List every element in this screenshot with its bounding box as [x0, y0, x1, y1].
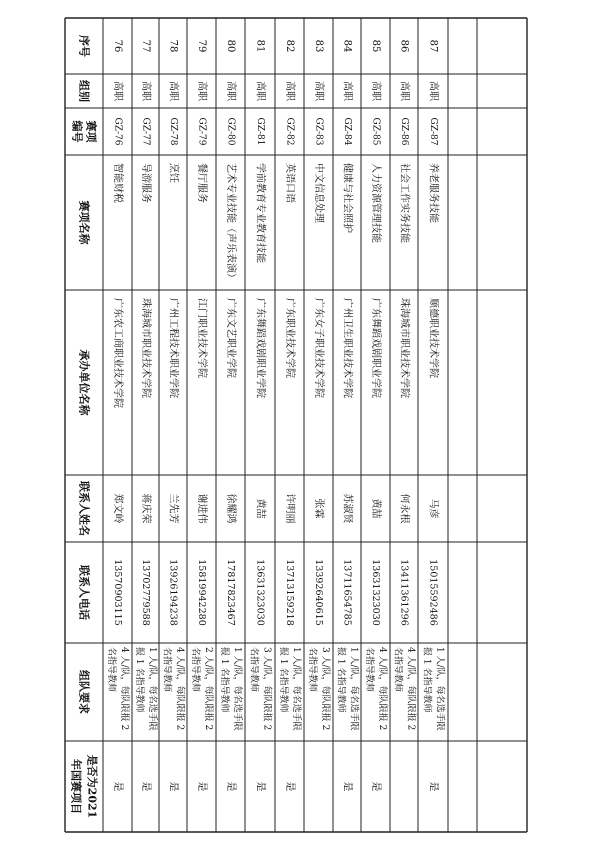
header-seq: 序号	[77, 35, 91, 57]
cell-contact: 谢进伟	[196, 493, 207, 524]
cell-national: 是	[370, 781, 381, 792]
cell-national: 是	[341, 781, 353, 792]
cell-phone: 13702779588	[140, 559, 151, 626]
cell-code: GZ-80	[225, 117, 236, 146]
cell-requirement-line1: 3 人/队，每队限报 2	[261, 647, 272, 731]
cell-requirement-line1: 3 人/队，每队限报 2	[320, 647, 330, 731]
cell-contact: 徐耀鸿	[225, 493, 236, 524]
cell-code: GZ-87	[428, 117, 438, 146]
cell-phone: 13631323030	[254, 559, 266, 626]
cell-event: 学前教育专业教育技能	[254, 163, 266, 263]
cell-code: GZ-83	[313, 117, 324, 146]
cell-code: GZ-77	[140, 117, 151, 146]
cell-seq: 76	[112, 39, 123, 53]
cell-seq: 82	[284, 39, 295, 53]
cell-host: 珠海城市职业技术学院	[140, 298, 151, 398]
header-code-line1: 赛项	[84, 120, 98, 143]
cell-group: 高职	[167, 81, 179, 101]
cell-host: 广东文艺职业学院	[225, 298, 236, 378]
cell-group: 高职	[284, 81, 295, 101]
cell-group: 高职	[112, 81, 123, 101]
cell-code: GZ-86	[399, 117, 409, 146]
cell-phone: 15819942280	[196, 559, 207, 626]
cell-phone: 13926194238	[167, 559, 179, 626]
cell-requirement-line1: 4 人/队，每队限报 2	[377, 647, 387, 731]
cell-requirement-line2: 名指导教师	[364, 647, 374, 693]
cell-requirement-line2: 名指导教师	[190, 647, 200, 693]
cell-event: 中文信息处理	[313, 163, 324, 223]
cell-seq: 78	[167, 39, 179, 53]
cell-requirement-line2: 报 1 名指导教师	[134, 647, 144, 713]
header-phone: 联系人电话	[77, 565, 91, 620]
header-requirement: 组队要求	[77, 670, 91, 714]
cell-host: 广东舞蹈戏剧职业学院	[254, 298, 266, 398]
cell-requirement-line1: 4 人/队，每队限报 2	[405, 647, 416, 731]
cell-host: 广东农工商职业技术学院	[112, 298, 123, 408]
cell-seq: 85	[370, 39, 381, 53]
cell-requirement-line2: 报 1 名指导教师	[278, 647, 288, 713]
cell-contact: 黄喆	[254, 498, 266, 519]
cell-phone: 13711654785	[341, 559, 353, 626]
cell-requirement-line2: 名指导教师	[392, 647, 403, 693]
cell-contact: 张霖	[313, 498, 324, 519]
header-national-line1: 是否为2021	[85, 754, 99, 819]
cell-requirement-line2: 名指导教师	[106, 647, 116, 693]
cell-phone: 15015592486	[427, 559, 439, 626]
cell-group: 高职	[313, 81, 324, 101]
cell-host: 广东职业技术学院	[284, 298, 295, 378]
cell-group: 高职	[370, 81, 381, 101]
cell-code: GZ-76	[112, 117, 123, 146]
cell-host: 广州工程技术职业学院	[167, 298, 179, 398]
header-code-line2: 编号	[70, 120, 84, 143]
cell-contact: 苏淑贤	[341, 493, 353, 524]
cell-host: 珠海城市职业技术学院	[398, 298, 410, 398]
header-national-line2: 年国赛项目	[69, 759, 83, 814]
cell-contact: 郑文岭	[112, 493, 123, 524]
cell-phone: 13713159218	[284, 559, 295, 626]
cell-seq: 86	[398, 39, 410, 53]
cell-host: 顺德职业技术学院	[427, 298, 439, 378]
cell-seq: 87	[427, 39, 439, 53]
cell-national: 是	[284, 781, 295, 792]
cell-contact: 何永根	[398, 493, 410, 524]
cell-event: 烹饪	[167, 163, 179, 183]
cell-phone: 13411361296	[398, 559, 410, 626]
cell-event: 英语口语	[284, 163, 295, 203]
cell-event: 人力资源管理技能	[370, 163, 381, 243]
cell-group: 高职	[398, 81, 410, 101]
cell-requirement-line1: 4 人/队，每队限报 2	[174, 647, 185, 731]
cell-code: GZ-85	[370, 117, 381, 146]
cell-requirement-line1: 2 人/队，每队限报 2	[203, 647, 213, 731]
cell-requirement-line2: 报 1 名指导教师	[335, 647, 346, 713]
cell-seq: 80	[225, 39, 236, 53]
header-host: 承办单位名称	[77, 349, 91, 416]
cell-event: 养老服务技能	[427, 163, 439, 223]
cell-contact: 马彦	[427, 498, 439, 519]
cell-requirement-line1: 1 人/队，每名选手限	[291, 647, 301, 731]
cell-national: 是	[254, 781, 266, 792]
cell-event: 导游服务	[140, 163, 151, 203]
cell-seq: 84	[341, 39, 353, 53]
cell-contact: 黄喆	[370, 498, 381, 519]
cell-event: 智能财税	[112, 163, 123, 203]
cell-requirement-line2: 报 1 名指导教师	[421, 647, 432, 713]
cell-requirement-line1: 4 人/队，每队限报 2	[119, 647, 129, 731]
cell-seq: 81	[254, 39, 266, 53]
cell-contact: 蒋庆荣	[140, 493, 151, 524]
cell-event: 健康与社会照护	[341, 163, 353, 233]
cell-national: 是	[140, 781, 151, 792]
cell-requirement-line1: 1 人/队，每名选手限	[348, 647, 359, 731]
cell-seq: 83	[313, 39, 324, 53]
cell-requirement-line2: 名指导教师	[307, 647, 317, 693]
cell-host: 广东女子职业技术学院	[313, 298, 324, 398]
cell-national: 是	[167, 781, 179, 792]
cell-requirement-line2: 名指导教师	[248, 647, 259, 693]
cell-group: 高职	[254, 81, 266, 101]
cell-contact: 许明丽	[284, 493, 295, 524]
cell-group: 高职	[427, 81, 439, 101]
cell-phone: 13570903115	[112, 559, 123, 626]
cell-event: 艺术专业技能（声乐表演）	[225, 163, 236, 283]
cell-code: GZ-81	[255, 117, 265, 146]
cell-requirement-line1: 1 人/队，每名选手限	[232, 647, 242, 731]
cell-national: 是	[225, 781, 236, 792]
cell-event: 社会工作实务技能	[398, 163, 410, 243]
cell-national: 是	[427, 781, 439, 792]
cell-seq: 77	[140, 39, 151, 53]
cell-group: 高职	[225, 81, 236, 101]
cell-code: GZ-82	[284, 117, 295, 146]
cell-phone: 13392640615	[313, 559, 324, 626]
cell-host: 广东舞蹈戏剧职业学院	[370, 298, 381, 398]
cell-group: 高职	[196, 81, 207, 101]
cell-group: 高职	[341, 81, 353, 101]
cell-phone: 13631323030	[370, 559, 381, 626]
cell-requirement-line2: 报 1 名指导教师	[219, 647, 229, 713]
cell-phone: 17817823467	[225, 559, 236, 626]
cell-code: GZ-84	[342, 117, 352, 146]
header-contact: 联系人姓名	[77, 481, 91, 536]
header-event: 赛项名称	[77, 200, 91, 245]
header-group: 组别	[77, 80, 91, 102]
cell-requirement-line1: 1 人/队，每名选手限	[434, 647, 445, 731]
cell-code: GZ-78	[168, 117, 178, 146]
cell-group: 高职	[140, 81, 151, 101]
cell-event: 餐厅服务	[196, 163, 207, 203]
cell-contact: 兰先芳	[167, 493, 179, 524]
cell-requirement-line1: 1 人/队，每名选手限	[147, 647, 157, 731]
cell-requirement-line2: 名指导教师	[161, 647, 172, 693]
cell-national: 是	[196, 781, 207, 792]
cell-host: 江门职业技术学院	[196, 298, 207, 378]
cell-seq: 79	[196, 39, 207, 53]
cell-code: GZ-79	[196, 117, 207, 146]
cell-national: 是	[112, 781, 123, 792]
cell-host: 广州卫生职业技术学院	[341, 298, 353, 398]
